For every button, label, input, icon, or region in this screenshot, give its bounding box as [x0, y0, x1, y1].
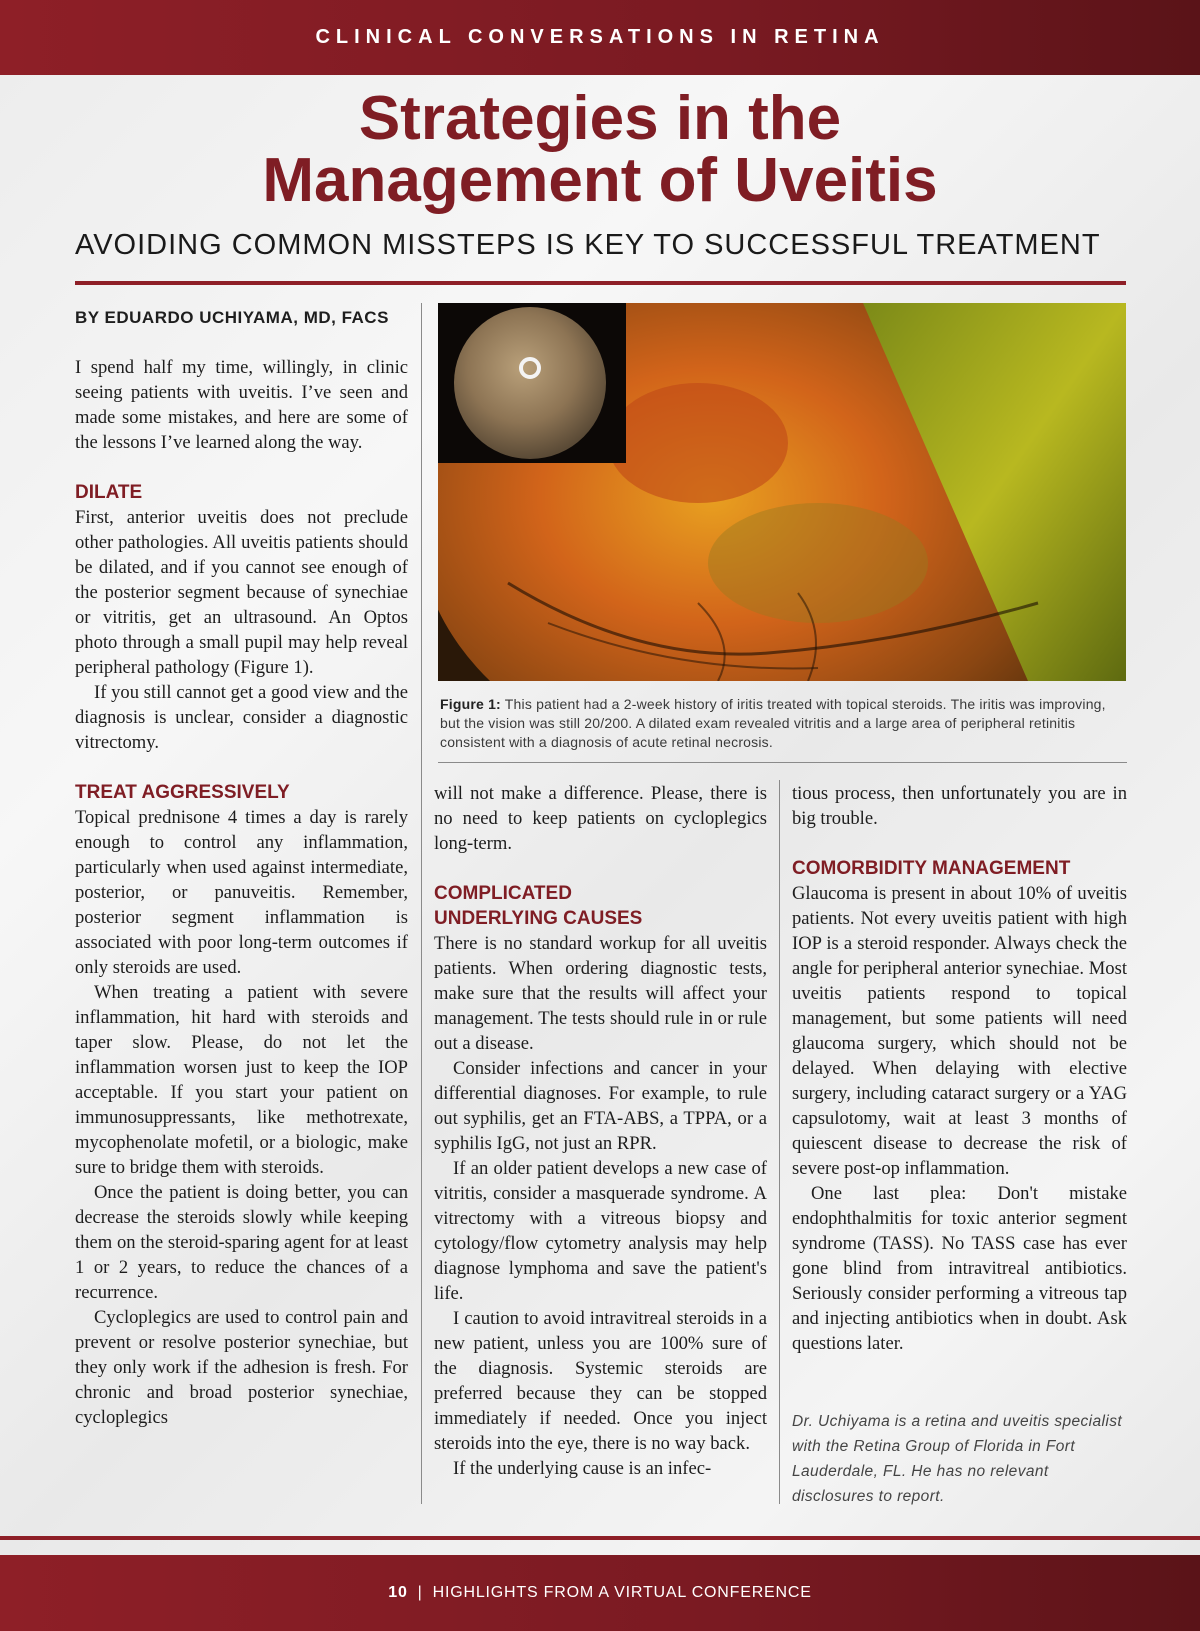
column-3: [792, 781, 1127, 1356]
paragraph: Consider infections and cancer in your differential diagnoses. For example, to rule out syphilis, get an FTA-ABS, a TPPA, or a syphilis IgG, not just an RPR.: [434, 1058, 767, 1154]
paragraph: If you still cannot get a good view and the diagnosis is unclear, consider a diagnostic vitrectomy.: [75, 682, 408, 753]
column-1: [75, 355, 408, 1430]
heading-treat-aggressively: TREAT AGGRESSIVELY: [75, 782, 290, 803]
byline: BY EDUARDO UCHIYAMA, MD, FACS: [75, 308, 389, 327]
paragraph: tious process, then unfortunately you are in big trouble.: [792, 783, 1127, 829]
heading-comorbidity: COMORBIDITY MANAGEMENT: [792, 858, 1071, 879]
paragraph: If the underlying cause is an infec-: [453, 1458, 712, 1479]
heading-line-2: UNDERLYING CAUSES: [434, 908, 643, 929]
fundus-photo: [438, 303, 1126, 681]
figure-caption-text: This patient had a 2-week history of iritis treated with topical steroids. The iritis was improving, but the vision was still 20/200. A dilated exam revealed vitritis and a large area of peripheral retinitis consistent with a diagnosis of acute retinal necrosis.: [440, 696, 1106, 750]
heading-line-1: COMPLICATED: [434, 883, 572, 904]
page-title: [0, 84, 1200, 215]
author-bio: Dr. Uchiyama is a retina and uveitis specialist with the Retina Group of Florida in Fort Lauderdale, FL. He has no relevant disclosures to report.: [792, 1413, 1123, 1505]
paragraph: First, anterior uveitis does not preclude other pathologies. All uveitis patients should be dilated, and if you cannot see enough of the posterior segment because of synechiae or vitritis, get an ultrasound. An Optos photo through a small pupil may help reveal peripheral pathology (Figure 1).: [75, 507, 408, 678]
paragraph: There is no standard workup for all uveitis patients. When ordering diagnostic tests, make sure that the results will affect your management. The tests should rule in or rule out a disease.: [434, 933, 767, 1054]
page-number: 10: [388, 1584, 408, 1601]
paragraph: will not make a difference. Please, there is no need to keep patients on cycloplegics long-term.: [434, 783, 767, 854]
footer-separator: |: [417, 1584, 423, 1601]
intro-paragraph: I spend half my time, willingly, in clinic seeing patients with uveitis. I’ve seen and made some mistakes, and here are some of the lessons I’ve learned along the way.: [75, 357, 408, 453]
footer-bar: [0, 1555, 1200, 1631]
paragraph: Once the patient is doing better, you can decrease the steroids slowly while keeping them on the steroid-sparing agent for at least 1 or 2 years, to reduce the chances of a recurrence.: [75, 1182, 408, 1303]
title-divider: [75, 281, 1126, 285]
paragraph: Glaucoma is present in about 10% of uveitis patients. Not every uveitis patient with high IOP is a steroid responder. Always check the angle for peripheral anterior synechiae. Most uveitis patients respond to topical management, but some patients will need glaucoma surgery, which should not be delayed. When delaying with elective surgery, including cataract surgery or a YAG capsulotomy, wait at least 3 months of quiescent disease to decrease the risk of severe post-op inflammation.: [792, 883, 1127, 1179]
column-2: [434, 781, 767, 1481]
caption-divider: [438, 762, 1127, 763]
footer-divider: [0, 1536, 1200, 1540]
section-label: CLINICAL CONVERSATIONS IN RETINA: [315, 26, 885, 48]
subtitle: AVOIDING COMMON MISSTEPS IS KEY TO SUCCESSFUL TREATMENT: [75, 229, 1101, 261]
paragraph: When treating a patient with severe inflammation, hit hard with steroids and taper slow. Please, do not let the inflammation worsen just to keep the IOP acceptable. If you start your patient on immunosuppressants, like methotrexate, mycophenolate mofetil, or a biologic, make sure to bridge them with steroids.: [75, 982, 408, 1178]
heading-dilate: DILATE: [75, 482, 143, 503]
figure-caption: [440, 695, 1128, 752]
footer-label: HIGHLIGHTS FROM A VIRTUAL CONFERENCE: [432, 1584, 812, 1601]
paragraph: One last plea: Don't mistake endophthalmitis for toxic anterior segment syndrome (TASS). No TASS case has ever gone blind from intravitreal antibiotics. Seriously consider performing a vitreous tap and injecting antibiotics when in doubt. Ask questions later.: [792, 1183, 1127, 1354]
heading-complicated-causes: [434, 881, 767, 931]
paragraph: Cycloplegics are used to control pain and prevent or resolve posterior synechiae, but they only work if the adhesion is fresh. For chronic and broad posterior synechiae, cycloplegics: [75, 1307, 408, 1428]
title-line-2: Management of Uveitis: [262, 146, 938, 215]
title-line-1: Strategies in the: [358, 84, 842, 153]
paragraph: If an older patient develops a new case of vitritis, consider a masquerade syndrome. A vitrectomy with a vitreous biopsy and cytology/flow cytometry analysis may help diagnose lymphoma and save the patient's life.: [434, 1158, 767, 1304]
header-bar: [0, 0, 1200, 75]
paragraph: I caution to avoid intravitreal steroids in a new patient, unless you are 100% sure of the diagnosis. Systemic steroids are preferred because they can be stopped immediately if needed. Once you inject steroids into the eye, there is no way back.: [434, 1308, 767, 1454]
paragraph: Topical prednisone 4 times a day is rarely enough to control any inflammation, particularly when used against intermediate, posterior, or panuveitis. Remember, posterior segment inflammation is associated with poor long-term outcomes if only steroids are used.: [75, 807, 408, 978]
column-divider-1: [421, 303, 422, 1504]
figure-label: Figure 1:: [440, 696, 501, 712]
column-divider-2: [779, 780, 780, 1504]
